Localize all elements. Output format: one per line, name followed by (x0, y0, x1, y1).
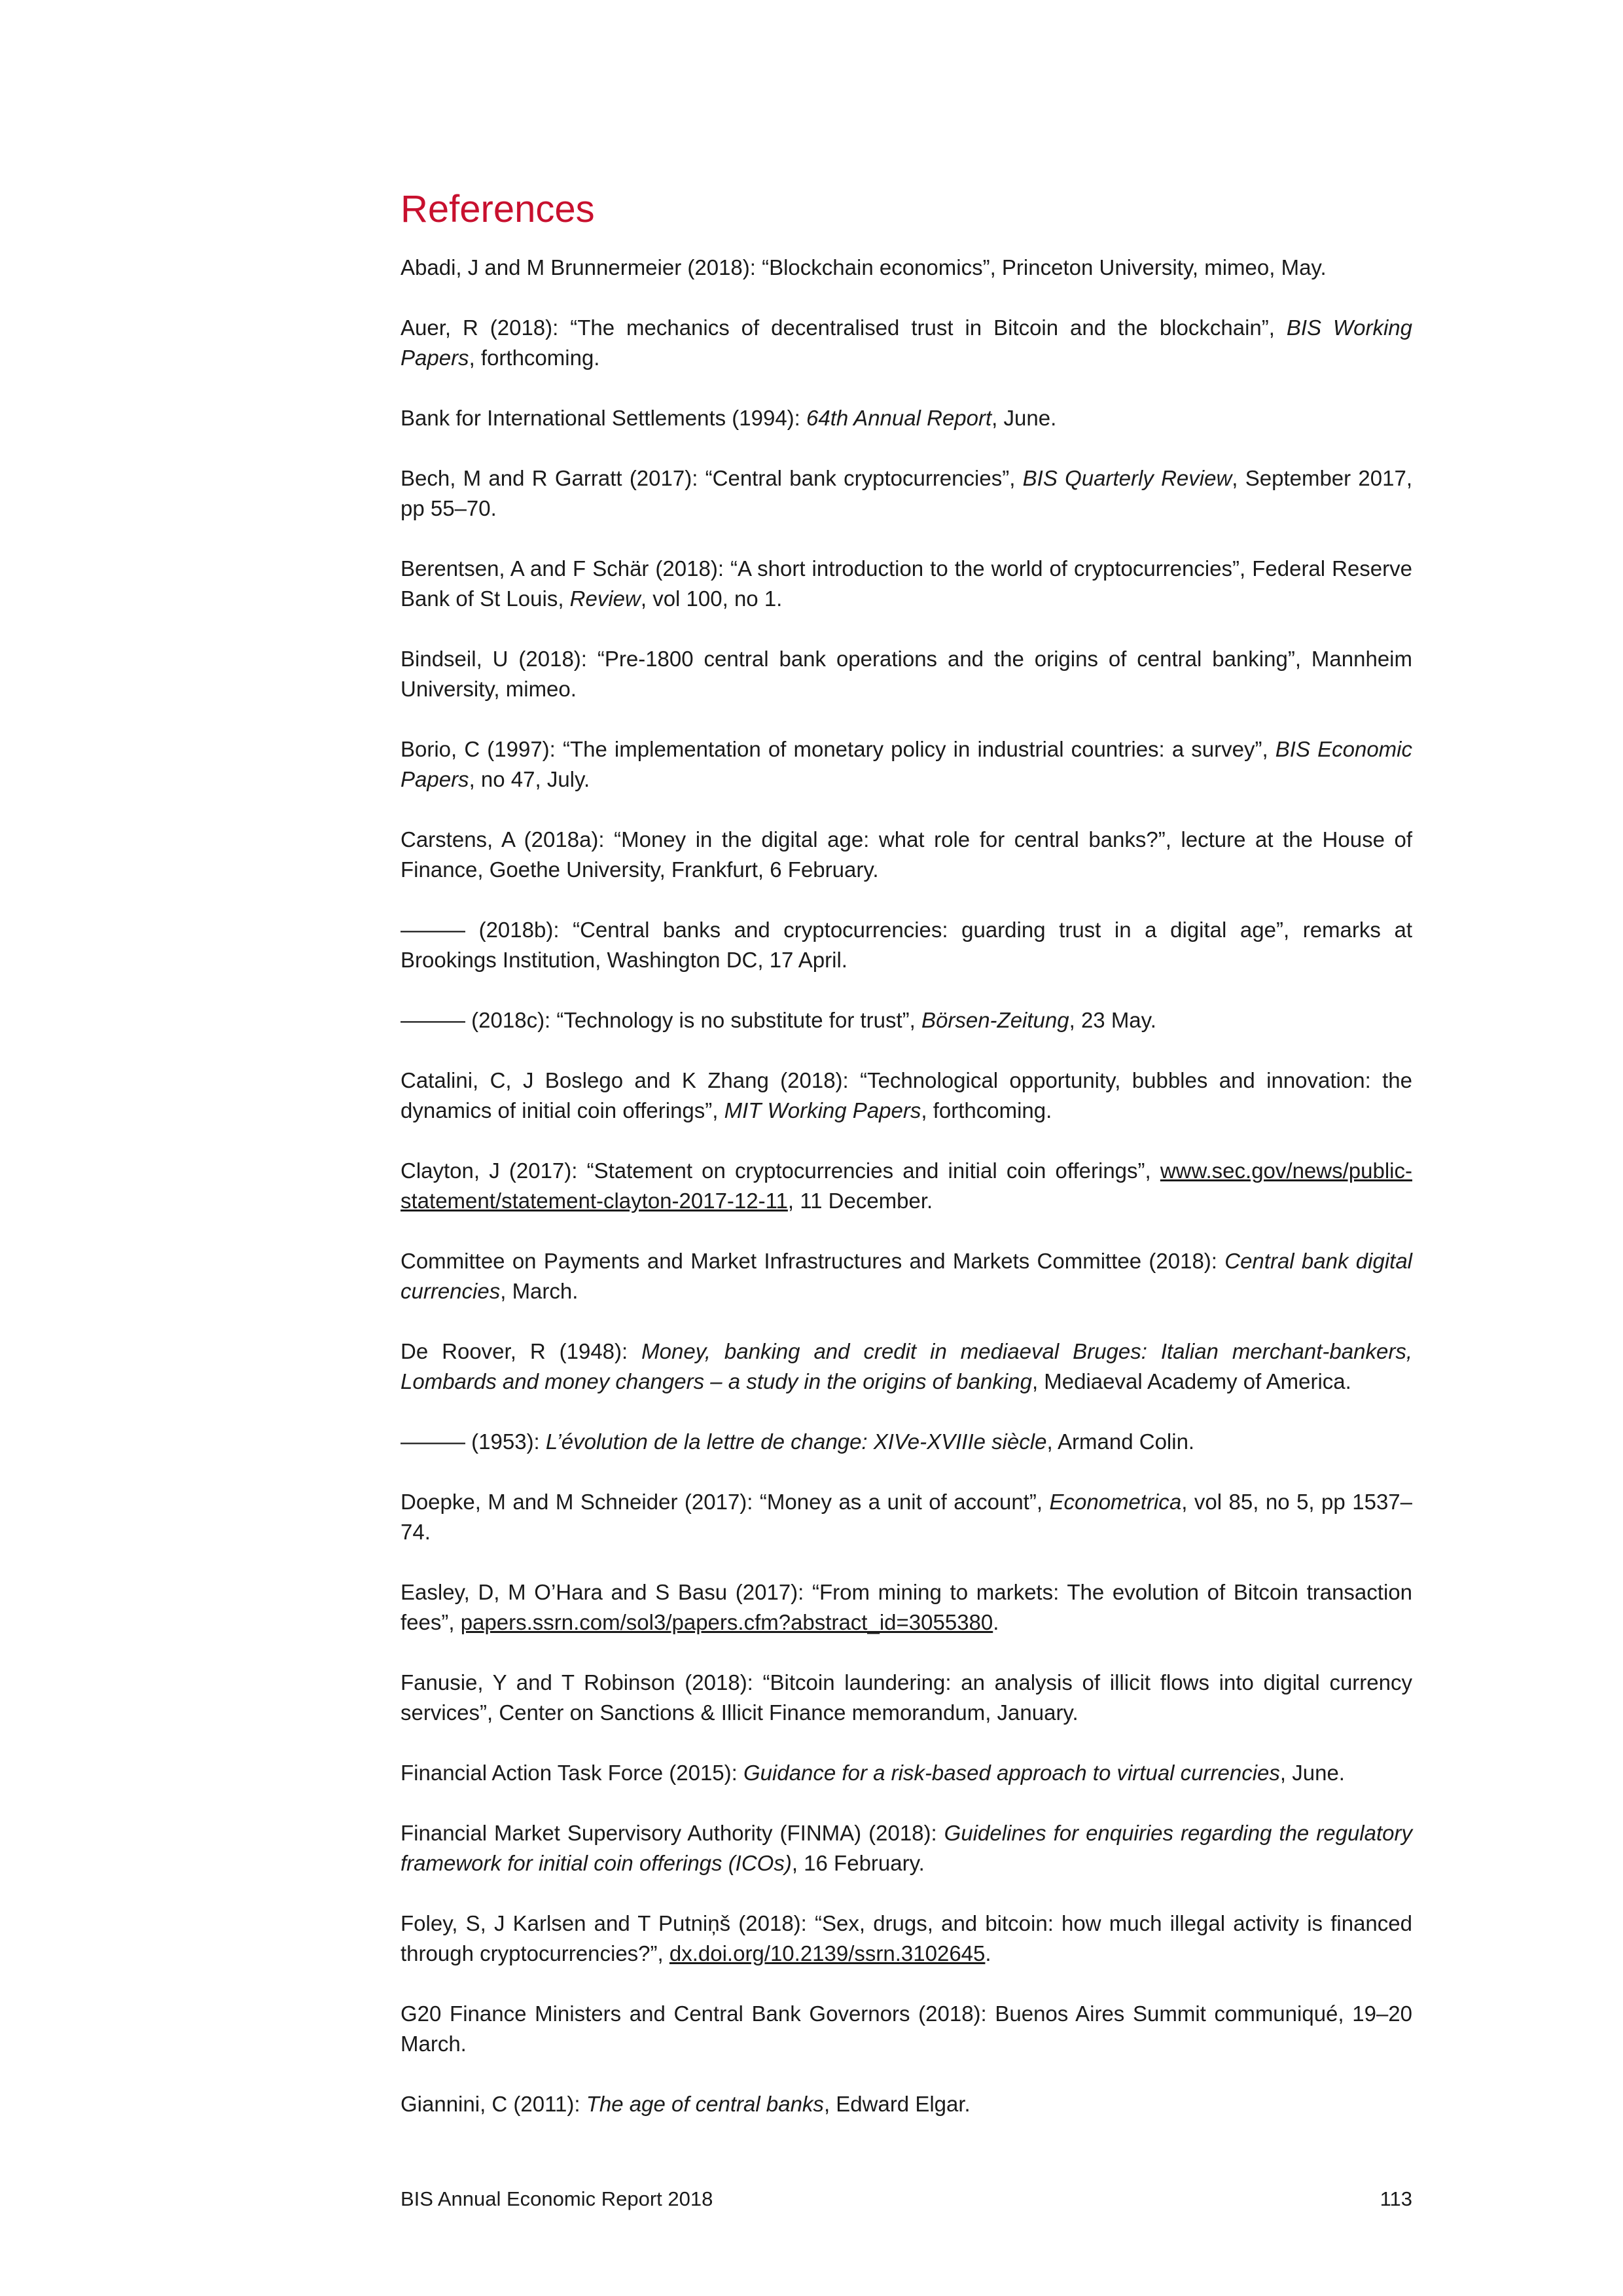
reference-text: Clayton, J (2017): “Statement on cryptocurrencies and initial coin offerings”, (401, 1158, 1160, 1183)
reference-text: , June. (991, 406, 1057, 430)
reference-entry (401, 2089, 1412, 2119)
reference-text: Carstens, A (2018a): “Money in the digital age: what role for central banks?”, lecture at the House of Finance, Goethe University, Frankfurt, 6 February. (401, 827, 1412, 882)
reference-text: Giannini, C (2011): (401, 2092, 586, 2116)
reference-link[interactable]: papers.ssrn.com/sol3/papers.cfm?abstract_id=3055380 (460, 1610, 993, 1634)
reference-text: ——— (2018c): “Technology is no substitute for trust”, (401, 1008, 921, 1032)
reference-list (401, 253, 1412, 2119)
reference-text: Financial Action Task Force (2015): (401, 1761, 743, 1785)
reference-text: . (993, 1610, 999, 1634)
reference-italic-text: BIS Working Papers (401, 315, 1413, 370)
reference-text: , June. (1279, 1761, 1345, 1785)
reference-text: Auer, R (2018): “The mechanics of decentralised trust in Bitcoin and the blockchain”, (401, 315, 1287, 340)
reference-entry (401, 1246, 1412, 1306)
footer-report-title: BIS Annual Economic Report 2018 (401, 2187, 713, 2210)
reference-entry (401, 915, 1412, 975)
reference-text: ——— (1953): (401, 1429, 546, 1454)
reference-italic-text: Guidance for a risk-based approach to virtual currencies (743, 1761, 1280, 1785)
reference-entry (401, 644, 1412, 704)
reference-entry (401, 554, 1412, 614)
reference-entry (401, 463, 1412, 524)
reference-entry (401, 1999, 1412, 2059)
reference-text: Berentsen, A and F Schär (2018): “A short introduction to the world of cryptocurrencies”, Federal Reserve Bank of St Louis, (401, 556, 1412, 611)
reference-entry (401, 313, 1412, 373)
reference-text: , forthcoming. (469, 346, 600, 370)
reference-italic-text: Econometrica (1049, 1490, 1182, 1514)
reference-text: , Armand Colin. (1046, 1429, 1195, 1454)
reference-entry (401, 1668, 1412, 1728)
reference-entry (401, 825, 1412, 885)
reference-italic-text: Guidelines for enquiries regarding the regulatory framework for initial coin offerings (ICOs) (401, 1821, 1413, 1875)
page-footer (401, 2187, 1412, 2211)
reference-text: G20 Finance Ministers and Central Bank Governors (2018): Buenos Aires Summit communiqué, 19–20 March. (401, 2001, 1412, 2056)
reference-entry (401, 1577, 1412, 1638)
reference-text: , 16 February. (791, 1851, 925, 1875)
reference-italic-text: Central bank digital currencies (401, 1249, 1413, 1303)
reference-text: Doepke, M and M Schneider (2017): “Money as a unit of account”, (401, 1490, 1050, 1514)
reference-entry (401, 1487, 1412, 1547)
reference-text: Abadi, J and M Brunnermeier (2018): “Blockchain economics”, Princeton University, mimeo, May. (401, 255, 1327, 279)
reference-text: Committee on Payments and Market Infrastructures and Markets Committee (2018): (401, 1249, 1225, 1273)
reference-text: De Roover, R (1948): (401, 1339, 642, 1363)
reference-text: , Mediaeval Academy of America. (1031, 1369, 1351, 1393)
reference-text: , vol 85, no 5, pp 1537–74. (401, 1490, 1413, 1544)
footer-page-number: 113 (1380, 2187, 1412, 2210)
reference-italic-text: 64th Annual Report (806, 406, 992, 430)
page-title: References (401, 188, 595, 230)
reference-text: Borio, C (1997): “The implementation of monetary policy in industrial countries: a survey”, (401, 737, 1275, 761)
reference-italic-text: Börsen-Zeitung (921, 1008, 1069, 1032)
reference-text: Bech, M and R Garratt (2017): “Central bank cryptocurrencies”, (401, 466, 1023, 490)
reference-entry (401, 734, 1412, 795)
reference-italic-text: MIT Working Papers (724, 1098, 921, 1122)
reference-entry (401, 253, 1412, 283)
reference-text: Catalini, C, J Boslego and K Zhang (2018): “Technological opportunity, bubbles and innovation: the dynamics of initial coin offerings”, (401, 1068, 1412, 1122)
reference-entry (401, 1066, 1412, 1126)
reference-entry (401, 1427, 1412, 1457)
reference-italic-text: BIS Economic Papers (401, 737, 1412, 791)
reference-text: Easley, D, M O’Hara and S Basu (2017): “From mining to markets: The evolution of Bitcoin transaction fees”, (401, 1580, 1412, 1634)
reference-entry (401, 1758, 1412, 1788)
reference-text: Bindseil, U (2018): “Pre-1800 central bank operations and the origins of central banking”, Mannheim University, mimeo. (401, 647, 1412, 701)
reference-entry (401, 1909, 1412, 1969)
reference-italic-text: L’évolution de la lettre de change: XIVe-XVIIIe siècle (545, 1429, 1047, 1454)
reference-entry (401, 1156, 1412, 1216)
reference-entry (401, 1336, 1412, 1397)
reference-link[interactable]: dx.doi.org/10.2139/ssrn.3102645 (669, 1941, 986, 1965)
reference-entry (401, 403, 1412, 433)
reference-text: ——— (2018b): “Central banks and cryptocurrencies: guarding trust in a digital age”, remarks at Brookings Institution, Washington DC, 17 April. (401, 918, 1412, 972)
page-content (401, 183, 1412, 2149)
reference-italic-text: Review (569, 586, 641, 611)
reference-text: , forthcoming. (921, 1098, 1052, 1122)
reference-text: , March. (500, 1279, 579, 1303)
reference-text: Bank for International Settlements (1994): (401, 406, 807, 430)
reference-italic-text: Money, banking and credit in mediaeval Bruges: Italian merchant-bankers, Lombards and money changers – a study in the origins of banking (401, 1339, 1412, 1393)
reference-text: Financial Market Supervisory Authority (FINMA) (2018): (401, 1821, 944, 1845)
reference-text: Fanusie, Y and T Robinson (2018): “Bitcoin laundering: an analysis of illicit flows into digital currency services”, Center on Sanctions & Illicit Finance memorandum, January. (401, 1670, 1412, 1725)
reference-text: , September 2017, pp 55–70. (401, 466, 1412, 520)
reference-text: . (985, 1941, 991, 1965)
reference-italic-text: The age of central banks (586, 2092, 824, 2116)
reference-text: , 23 May. (1069, 1008, 1156, 1032)
reference-entry (401, 1818, 1412, 1878)
reference-italic-text: BIS Quarterly Review (1022, 466, 1232, 490)
reference-text: , vol 100, no 1. (640, 586, 783, 611)
reference-entry (401, 1005, 1412, 1035)
reference-text: , Edward Elgar. (823, 2092, 971, 2116)
reference-text: , 11 December. (787, 1189, 933, 1213)
reference-text: , no 47, July. (469, 767, 590, 791)
reference-text: Foley, S, J Karlsen and T Putniņš (2018): “Sex, drugs, and bitcoin: how much illegal activity is financed through cryptocurrencies?”, (401, 1911, 1412, 1965)
reference-link[interactable]: www.sec.gov/news/public-statement/statement-clayton-2017-12-11 (401, 1158, 1412, 1213)
